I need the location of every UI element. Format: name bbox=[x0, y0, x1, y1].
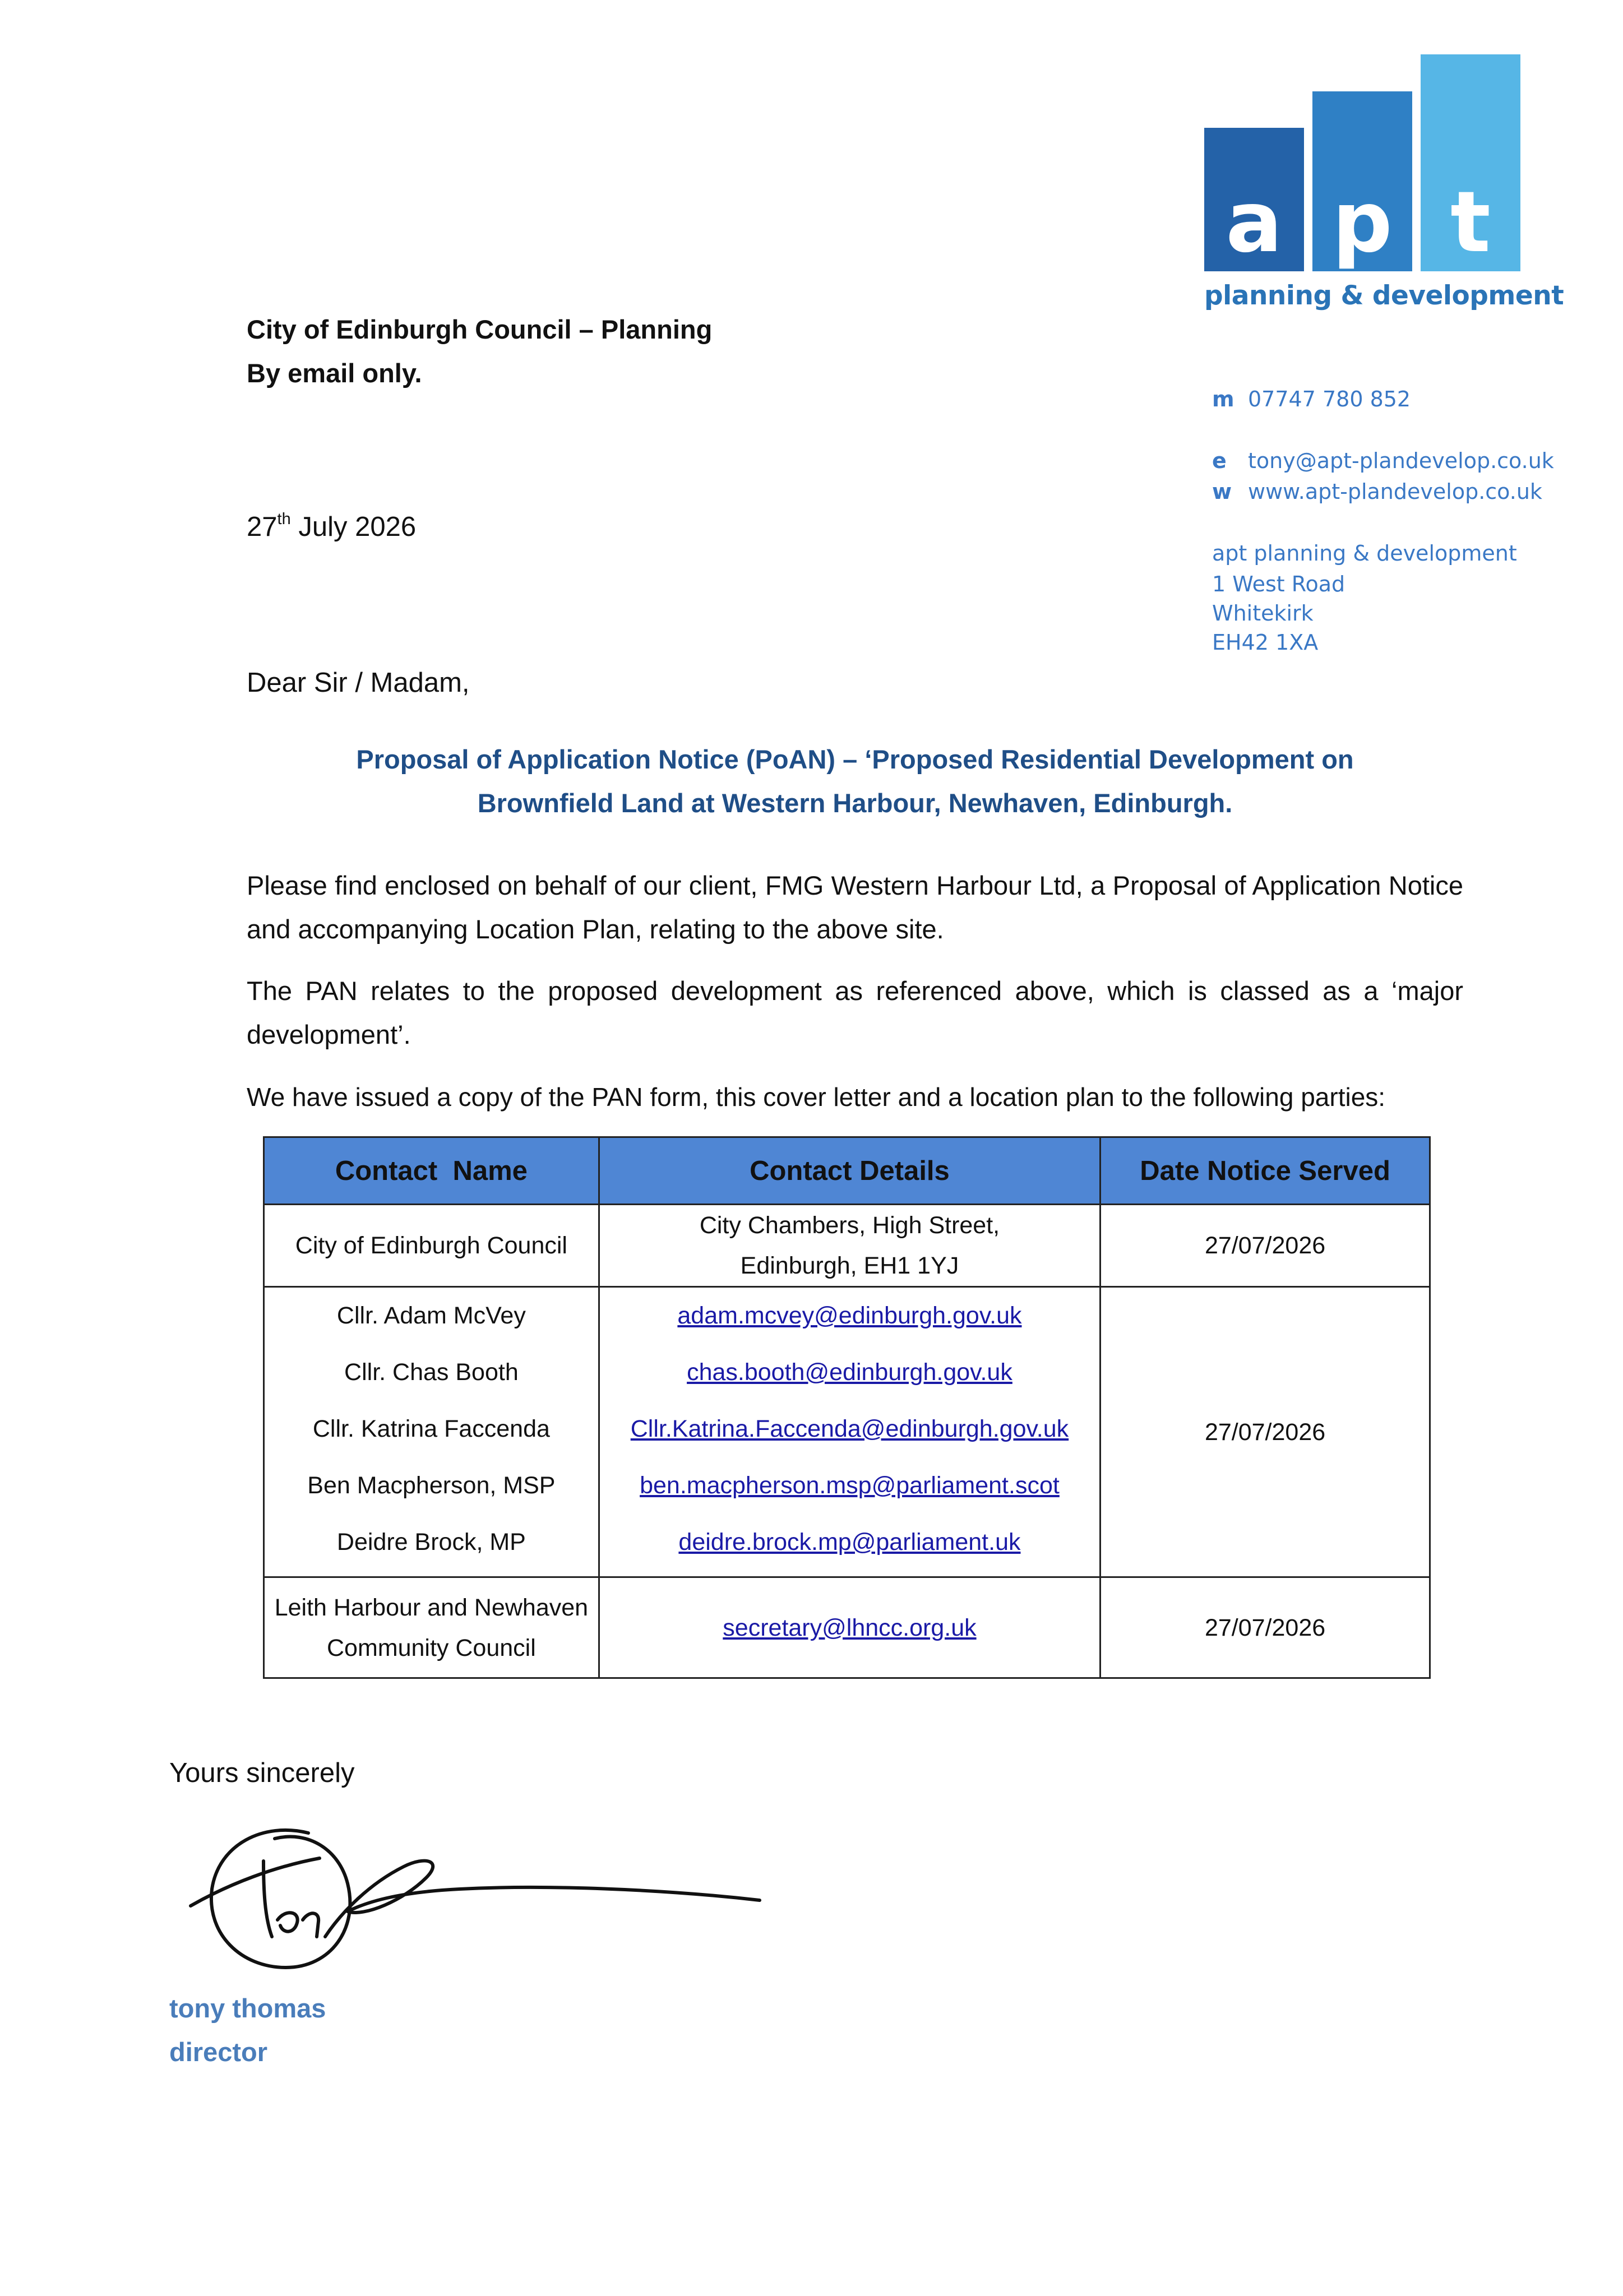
recipient-line-1: City of Edinburgh Council – Planning bbox=[247, 314, 713, 344]
logo-tagline: planning & development bbox=[1204, 280, 1564, 311]
mobile-number: 07747 780 852 bbox=[1248, 387, 1411, 411]
row2-email-5[interactable]: deidre.brock.mp@parliament.uk bbox=[678, 1529, 1021, 1556]
row2-name-2: Cllr. Chas Booth bbox=[344, 1359, 519, 1386]
subject-line-1: Proposal of Application Notice (PoAN) – ‘Proposed Residential Development on bbox=[356, 744, 1354, 774]
row2-email-2[interactable]: chas.booth@edinburgh.gov.uk bbox=[687, 1359, 1012, 1386]
table-row bbox=[264, 1205, 1430, 1287]
company-name: apt planning & development bbox=[1212, 541, 1517, 566]
subject-line-2: Brownfield Land at Western Harbour, Newhaven, Edinburgh. bbox=[477, 788, 1233, 818]
logo-letter-a: a bbox=[1226, 174, 1283, 271]
address-postcode: EH42 1XA bbox=[1212, 630, 1319, 655]
closing: Yours sincerely bbox=[169, 1758, 355, 1788]
date-day: 27 bbox=[247, 512, 278, 542]
row3-email bbox=[599, 1577, 1100, 1678]
row2-email-1[interactable]: adam.mcvey@edinburgh.gov.uk bbox=[677, 1302, 1022, 1329]
mobile-label: m bbox=[1212, 387, 1234, 411]
row3-date bbox=[1101, 1577, 1430, 1678]
row1-details-line1: City Chambers, High Street, bbox=[699, 1212, 1000, 1239]
row2-email-3[interactable]: Cllr.Katrina.Faccenda@edinburgh.gov.uk bbox=[630, 1415, 1069, 1442]
row3-email-text[interactable]: secretary@lhncc.org.uk bbox=[723, 1614, 977, 1641]
address-line-1: 1 West Road bbox=[1212, 572, 1345, 596]
row3-name bbox=[264, 1577, 599, 1678]
row2-name-3: Cllr. Katrina Faccenda bbox=[312, 1415, 550, 1442]
row2-name-4: Ben Macpherson, MSP bbox=[307, 1472, 556, 1499]
letter-date bbox=[247, 511, 416, 543]
paragraph-issued: We have issued a copy of the PAN form, this cover letter and a location plan to the following parties: bbox=[247, 1082, 1386, 1112]
row3-date-text: 27/07/2026 bbox=[1204, 1614, 1326, 1641]
row1-date bbox=[1101, 1205, 1430, 1287]
signer-name: tony thomas bbox=[169, 1993, 326, 2023]
row2-name-1: Cllr. Adam McVey bbox=[336, 1302, 526, 1329]
row1-date-text: 27/07/2026 bbox=[1204, 1232, 1326, 1259]
row2-name-5: Deidre Brock, MP bbox=[336, 1529, 526, 1556]
row2-emails bbox=[599, 1287, 1100, 1577]
date-month-year: July 2026 bbox=[290, 512, 417, 542]
date-suffix: th bbox=[277, 510, 291, 528]
table-row bbox=[264, 1577, 1430, 1678]
email-address[interactable]: tony@apt-plandevelop.co.uk bbox=[1248, 448, 1554, 473]
email-label: e bbox=[1212, 448, 1227, 473]
signer-title: director bbox=[169, 2037, 267, 2067]
row2-date bbox=[1101, 1287, 1430, 1577]
table-header-row bbox=[264, 1137, 1430, 1205]
address-line-2: Whitekirk bbox=[1212, 601, 1314, 626]
paragraph-enclosed: Please find enclosed on behalf of our client, FMG Western Harbour Ltd, a Proposal of Application Notice and accompanying Location Plan, relating to the above site. bbox=[247, 871, 1463, 944]
contact-mobile-line bbox=[1212, 387, 1411, 411]
recipient-line-2: By email only. bbox=[247, 358, 422, 388]
web-label: w bbox=[1212, 479, 1232, 504]
row2-email-4[interactable]: ben.macpherson.msp@parliament.scot bbox=[640, 1472, 1060, 1499]
header-date-served: Date Notice Served bbox=[1101, 1137, 1430, 1205]
parties-table bbox=[263, 1136, 1431, 1679]
salutation: Dear Sir / Madam, bbox=[247, 668, 470, 698]
row1-name-text: City of Edinburgh Council bbox=[295, 1232, 567, 1259]
website-link[interactable]: www.apt-plandevelop.co.uk bbox=[1248, 479, 1542, 504]
row1-details bbox=[599, 1205, 1100, 1287]
row1-details-line2: Edinburgh, EH1 1YJ bbox=[740, 1252, 959, 1279]
table-row bbox=[264, 1287, 1430, 1577]
row2-names bbox=[264, 1287, 599, 1577]
header-contact-details: Contact Details bbox=[599, 1137, 1100, 1205]
row2-date-text: 27/07/2026 bbox=[1204, 1418, 1326, 1446]
contact-email-line bbox=[1212, 448, 1554, 473]
logo-letter-p: p bbox=[1332, 174, 1393, 271]
header-contact-name: Contact Name bbox=[264, 1137, 599, 1205]
row1-name bbox=[264, 1205, 599, 1287]
row3-name-line2: Community Council bbox=[326, 1634, 536, 1661]
logo-letter-t: t bbox=[1450, 174, 1491, 271]
paragraph-major-development: The PAN relates to the proposed development as referenced above, which is classed as a ‘major development’. bbox=[247, 976, 1463, 1049]
signature-image bbox=[179, 1799, 785, 1984]
contact-web-line bbox=[1212, 479, 1542, 504]
row3-name-line1: Leith Harbour and Newhaven bbox=[274, 1594, 589, 1621]
